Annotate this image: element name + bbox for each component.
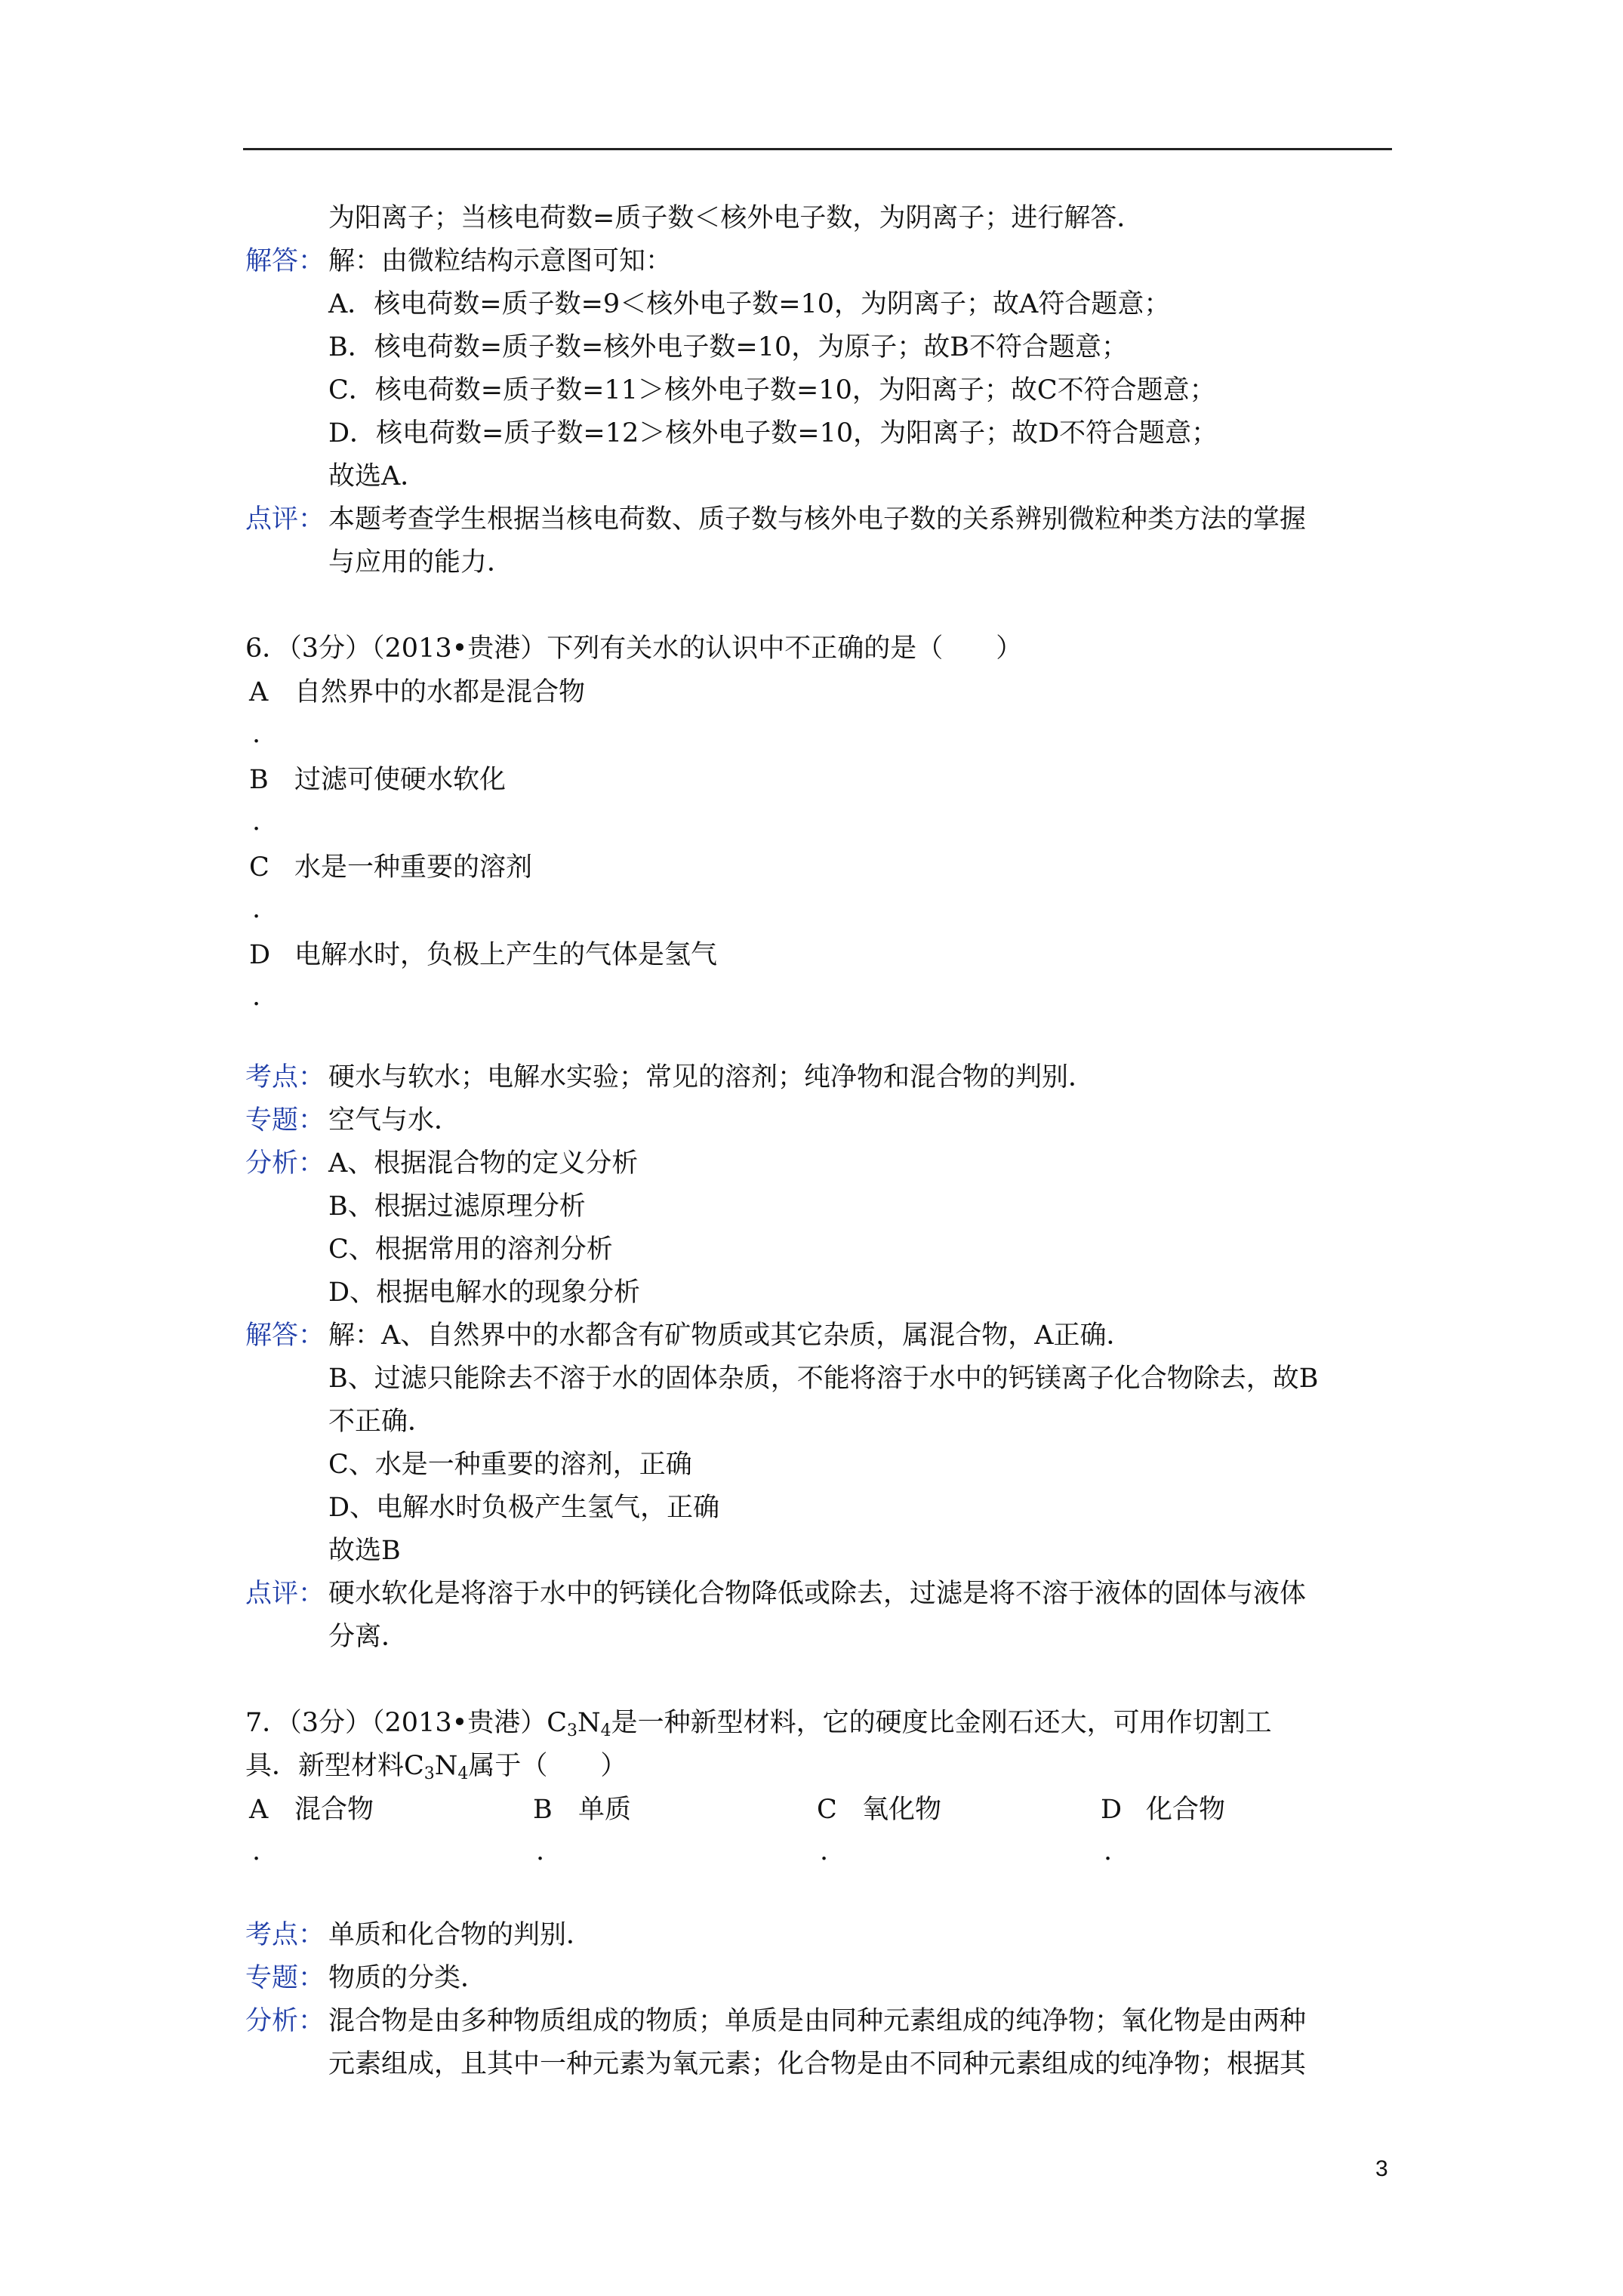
q6-analysis-4: D、根据电解水的现象分析 bbox=[328, 1277, 641, 1308]
q6-option-a-text: 自然界中的水都是混合物 bbox=[294, 677, 586, 707]
q7-option-b-text: 单质 bbox=[578, 1795, 632, 1825]
q6-answer-label: 解答： bbox=[245, 1321, 325, 1351]
q7-stem-a: 7．（3分）（2013•贵港）C bbox=[245, 1708, 568, 1738]
q7-option-b-dot: . bbox=[536, 1836, 545, 1866]
answer-choice: 故选A． bbox=[328, 461, 427, 492]
q7-analysis-2: 元素组成，且其中一种元素为氧元素；化合物是由不同种元素组成的纯净物；根据其 bbox=[328, 2049, 1307, 2079]
answer-c: C．核电荷数=质子数=11＞核外电子数=10，为阳离子；故C不符合题意； bbox=[328, 375, 1216, 405]
q7-stem2-a: 具．新型材料C bbox=[245, 1751, 424, 1781]
q6-point: 硬水与软水；电解水实验；常见的溶剂；纯净物和混合物的判别． bbox=[328, 1062, 1095, 1093]
q6-analysis-label: 分析： bbox=[245, 1148, 325, 1179]
q6-topic-label: 专题： bbox=[245, 1105, 325, 1136]
answer-a: A．核电荷数=质子数=9＜核外电子数=10，为阴离子；故A符合题意； bbox=[328, 289, 1171, 319]
answer-b: B．核电荷数=质子数=核外电子数=10，为原子；故B不符合题意； bbox=[328, 332, 1128, 362]
answer-lead: 解：由微粒结构示意图可知： bbox=[328, 246, 673, 276]
q6-analysis-2: B、根据过滤原理分析 bbox=[328, 1191, 586, 1222]
q6-analysis-3: C、根据常用的溶剂分析 bbox=[328, 1234, 613, 1265]
q7-option-d-text: 化合物 bbox=[1146, 1795, 1226, 1825]
comment-line-1: 本题考查学生根据当核电荷数、质子数与核外电子数的关系辨别微粒种类方法的掌握 bbox=[328, 504, 1307, 535]
q7-stem2-sub2: 4 bbox=[457, 1764, 469, 1783]
q6-option-b-dot: . bbox=[252, 806, 261, 837]
q7-topic: 物质的分类． bbox=[328, 1963, 488, 1993]
q6-analysis-1: A、根据混合物的定义分析 bbox=[328, 1148, 639, 1179]
q7-stem-line-2 bbox=[245, 1751, 627, 1783]
q7-point: 单质和化合物的判别． bbox=[328, 1920, 593, 1950]
q7-option-a-letter: A bbox=[249, 1795, 269, 1825]
analysis-tail: 为阳离子；当核电荷数=质子数＜核外电子数，为阴离子；进行解答． bbox=[328, 203, 1144, 233]
q7-option-c-text: 氧化物 bbox=[862, 1795, 942, 1825]
q7-analysis-label: 分析： bbox=[245, 2006, 325, 2036]
q6-option-a-letter: A bbox=[249, 677, 269, 707]
q6-stem: 6．（3分）（2013•贵港）下列有关水的认识中不正确的是（ ） bbox=[245, 633, 1023, 664]
q6-answer-6: 故选B bbox=[328, 1536, 401, 1566]
q6-option-d-dot: . bbox=[252, 982, 261, 1012]
q7-stem-sub1: 3 bbox=[567, 1721, 578, 1740]
q7-option-d-letter: D bbox=[1101, 1795, 1123, 1825]
q7-stem-b: N bbox=[577, 1708, 601, 1738]
q7-option-c-letter: C bbox=[817, 1795, 837, 1825]
comment-label: 点评： bbox=[245, 504, 325, 535]
q6-answer-1: 解：A、自然界中的水都含有矿物质或其它杂质，属混合物，A正确． bbox=[328, 1321, 1133, 1351]
q7-point-label: 考点： bbox=[245, 1920, 325, 1950]
q6-comment-label: 点评： bbox=[245, 1579, 325, 1609]
q6-topic: 空气与水． bbox=[328, 1105, 461, 1136]
q7-option-d-dot: . bbox=[1104, 1836, 1113, 1866]
q7-option-b-letter: B bbox=[533, 1795, 553, 1825]
answer-label: 解答： bbox=[245, 246, 325, 276]
q6-answer-4: C、水是一种重要的溶剂，正确 bbox=[328, 1450, 692, 1480]
q7-stem-c: 是一种新型材料，它的硬度比金刚石还大，可用作切割工 bbox=[611, 1708, 1272, 1738]
q6-answer-5: D、电解水时负极产生氢气，正确 bbox=[328, 1493, 720, 1523]
q6-option-a-dot: . bbox=[252, 719, 261, 749]
q6-option-c-text: 水是一种重要的溶剂 bbox=[294, 852, 533, 883]
q7-option-a-text: 混合物 bbox=[294, 1795, 374, 1825]
q7-stem2-c: 属于（ ） bbox=[468, 1751, 627, 1781]
answer-d: D．核电荷数=质子数=12＞核外电子数=10，为阳离子；故D不符合题意； bbox=[328, 418, 1218, 448]
q6-option-d-text: 电解水时，负极上产生的气体是氢气 bbox=[294, 940, 718, 970]
q7-stem2-b: N bbox=[434, 1751, 458, 1781]
q7-stem-line-1 bbox=[245, 1708, 1272, 1740]
q6-answer-2: B、过滤只能除去不溶于水的固体杂质，不能将溶于水中的钙镁离子化合物除去，故B bbox=[328, 1364, 1319, 1394]
header-rule bbox=[243, 148, 1392, 150]
q7-option-a-dot: . bbox=[252, 1836, 261, 1866]
q6-point-label: 考点： bbox=[245, 1062, 325, 1093]
q6-option-b-letter: B bbox=[249, 765, 269, 795]
q7-topic-label: 专题： bbox=[245, 1963, 325, 1993]
q7-stem2-sub1: 3 bbox=[423, 1764, 435, 1783]
q6-comment-2: 分离． bbox=[328, 1622, 408, 1652]
q6-option-d-letter: D bbox=[249, 940, 271, 970]
q6-option-c-dot: . bbox=[252, 894, 261, 924]
page-number: 3 bbox=[1375, 2156, 1388, 2181]
q7-option-c-dot: . bbox=[820, 1836, 829, 1866]
q7-analysis-1: 混合物是由多种物质组成的物质；单质是由同种元素组成的纯净物；氧化物是由两种 bbox=[328, 2006, 1307, 2036]
q7-stem-sub2: 4 bbox=[600, 1721, 611, 1740]
q6-option-c-letter: C bbox=[249, 852, 269, 883]
comment-line-2: 与应用的能力． bbox=[328, 547, 514, 578]
q6-answer-3: 不正确． bbox=[328, 1407, 435, 1437]
q6-comment-1: 硬水软化是将溶于水中的钙镁化合物降低或除去，过滤是将不溶于液体的固体与液体 bbox=[328, 1579, 1307, 1609]
q6-option-b-text: 过滤可使硬水软化 bbox=[294, 765, 507, 795]
